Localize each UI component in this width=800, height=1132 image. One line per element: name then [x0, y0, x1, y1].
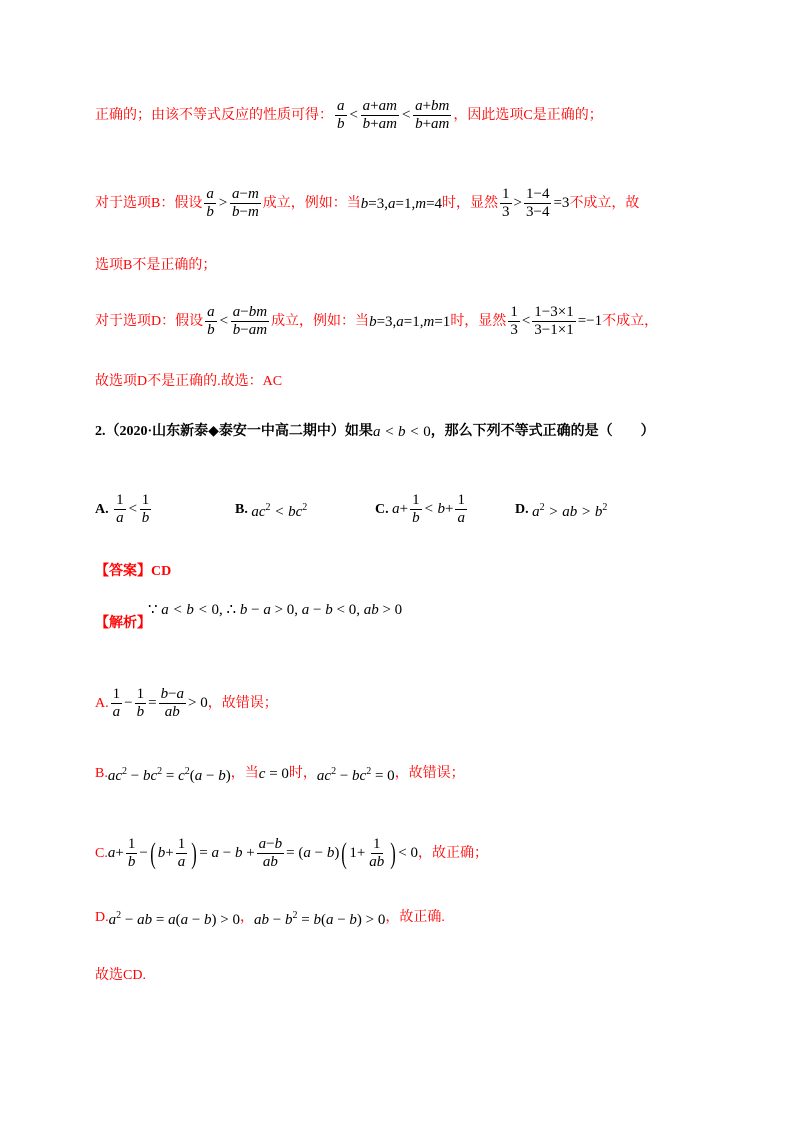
- option-b: [235, 498, 307, 522]
- prev-line-d-mid2: 时，显然: [450, 313, 507, 329]
- analysis-b: [95, 762, 465, 786]
- prev-line-d2: 故选项D不是正确的.故选：AC: [95, 374, 283, 389]
- formula-d-values: b=3,a=1,m=1: [369, 313, 451, 330]
- analysis-final: 故选CD.: [95, 968, 146, 983]
- prev-line-b-mid2: 时，显然: [442, 195, 499, 211]
- option-c-formula: a+ $\frac{1}{b}$ < b+ $\frac{1}{a}$: [392, 492, 465, 527]
- formula-premise: ∵ a < b < 0, ∴ b − a > 0, a − b < 0, ab > 0: [148, 602, 403, 618]
- prev-line-d-post: 不成立，: [602, 313, 659, 329]
- analysis-b-mid: ，当: [230, 766, 259, 782]
- option-a: [95, 492, 153, 528]
- question-number: 2.: [95, 424, 106, 440]
- analysis-a-post: ，故错误；: [207, 695, 278, 711]
- analysis-c-label: C.: [95, 845, 108, 861]
- analysis-b-label: B.: [95, 766, 108, 782]
- prev-line-b-pre: 对于选项B：假设: [95, 195, 203, 211]
- prev-line-b: [95, 186, 639, 222]
- option-b-formula: $ac^2 < bc^2$: [251, 502, 308, 520]
- analysis-d-post: ，故正确.: [385, 910, 445, 926]
- analysis-a: [95, 686, 278, 722]
- formula-d-assume: $\frac{a}{b}$ < $\frac{a-bm}{b-am}$: [207, 304, 268, 339]
- option-a-label: A.: [95, 501, 109, 517]
- question-stem-post: ，那么下列不等式正确的是（ ）: [430, 424, 655, 440]
- formula-b-values: b=3,a=1,m=4: [360, 195, 443, 212]
- option-c: [375, 492, 469, 528]
- prev-line-b-post: 不成立，故: [569, 195, 640, 211]
- formula-analysis-a: $\frac{1}{a}$ − $\frac{1}{b}$ = $\frac{b-a}{ab}$ > 0: [112, 686, 208, 721]
- analysis-c: [95, 836, 488, 872]
- prev-line-d-mid1: 成立，例如：当: [271, 313, 370, 329]
- analysis-d-sep: ，: [240, 910, 254, 926]
- analysis-d-label: D.: [95, 910, 109, 926]
- formula-condition: a < b < 0: [372, 424, 431, 440]
- option-a-formula: $\frac{1}{a}$ < $\frac{1}{b}$: [116, 492, 150, 527]
- analysis-d: [95, 906, 445, 930]
- formula-b-assume: $\frac{a}{b}$ > $\frac{a-m}{b-m}$: [206, 186, 259, 221]
- prev-line-c: [95, 98, 603, 134]
- prev-line-d: [95, 304, 658, 340]
- formula-analysis-d2: ab − $b^2 = b(a - b) > 0$: [254, 910, 386, 928]
- prev-line-d-pre: 对于选项D：假设: [95, 313, 204, 329]
- option-d-formula: $a^2$ > ab > $b^2$: [532, 502, 608, 520]
- option-b-label: B.: [235, 502, 248, 518]
- formula-analysis-c: a+ $\frac{1}{b}$ −( b+ $\frac{1}{a}$ ) = a − b + $\frac{a-b}{ab}$ = (a − b)( 1+ $\frac{1}{ab}$ ) < 0: [107, 836, 418, 871]
- question-source: （2020·山东新泰◆泰安一中高二期中）如果: [105, 424, 373, 440]
- answer-line: [95, 562, 171, 582]
- prev-line-c-post: ，因此选项C是正确的；: [453, 107, 603, 123]
- formula-analysis-b3: $ac^2 - bc^2 = 0$: [316, 766, 395, 784]
- analysis-a-label: A.: [95, 695, 109, 711]
- answer-value: CD: [151, 564, 172, 579]
- prev-line-b2: 选项B不是正确的；: [95, 258, 217, 273]
- option-c-label: C.: [375, 501, 389, 517]
- analysis-premise: [148, 600, 402, 620]
- answer-label: 【答案】: [95, 564, 151, 579]
- formula-d-check: $\frac{1}{3}$ < $\frac{1-3\times 1}{3-1\times 1}$ =−1: [510, 304, 603, 339]
- prev-line-b-mid1: 成立，例如：当: [262, 195, 361, 211]
- prev-line-c-text: 正确的；由该不等式反应的性质可得：: [95, 107, 333, 123]
- formula-c-chain: $\frac{a}{b}$ < $\frac{a+am}{b+am}$ < $\frac{a+bm}{b+am}$: [337, 98, 450, 133]
- analysis-b-post: ，故错误；: [394, 766, 465, 782]
- option-d-label: D.: [515, 502, 529, 518]
- option-d: [515, 498, 607, 522]
- analysis-b-mid2: 时，: [288, 766, 317, 782]
- question-2-stem: [95, 422, 655, 442]
- formula-analysis-b2: c = 0: [258, 766, 289, 782]
- formula-b-check: $\frac{1}{3}$ > $\frac{1-4}{3-4}$ =3: [502, 186, 570, 221]
- analysis-label: 【解析】: [95, 616, 151, 631]
- formula-analysis-b1: $ac^2 - bc^2 = c^2(a - b)$: [107, 766, 231, 784]
- formula-analysis-d1: $a^2$ − ab = a(a − b) > 0: [108, 910, 240, 928]
- analysis-c-post: ，故正确；: [418, 845, 488, 861]
- question-2-options: [95, 492, 715, 527]
